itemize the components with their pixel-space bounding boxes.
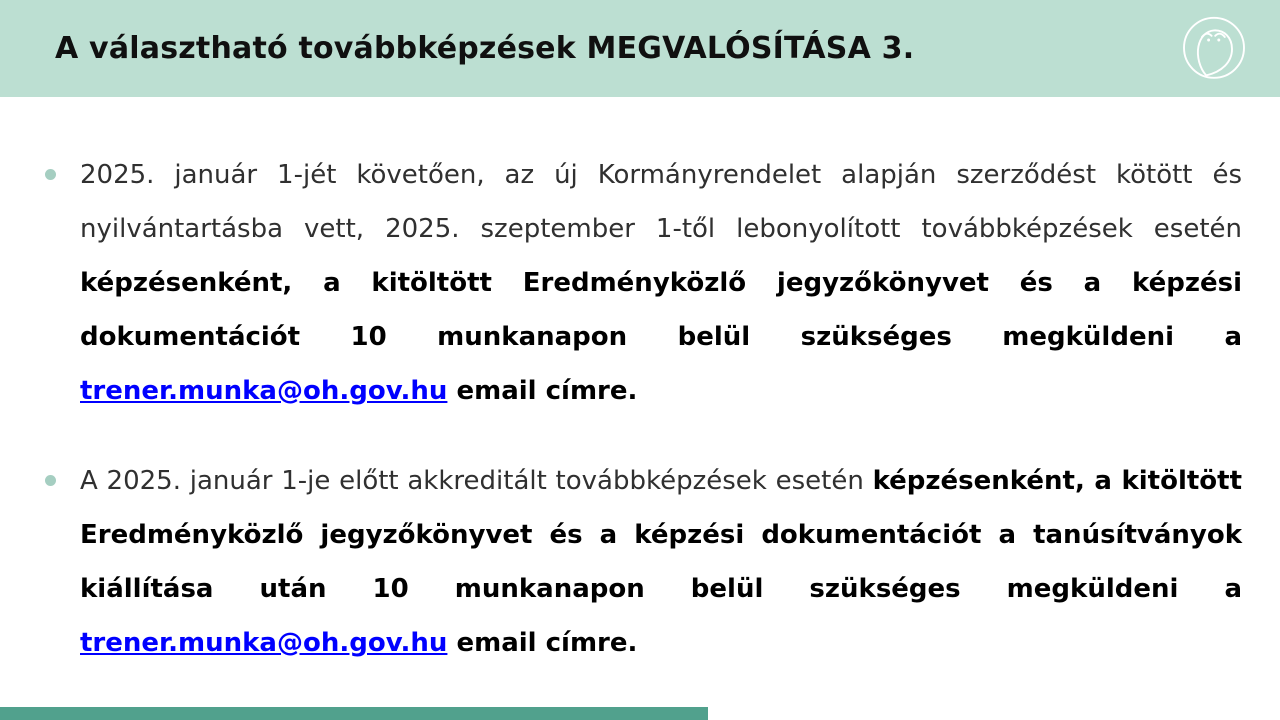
slide-body (0, 97, 1280, 706)
text-run-bold: képzésenként, a kitöltött Eredményközlő jegyzőkönyvet és a képzési dokumentációt a tanúsítványok kiállítása után 10 munkanapon belül szükséges megküldeni a (80, 466, 1243, 604)
owl-logo-icon (1178, 13, 1250, 85)
text-run: A 2025. január 1-je előtt akkreditált továbbképzések esetén (80, 466, 873, 496)
text-run-bold: képzésenként, a kitöltött Eredményközlő jegyzőkönyvet és a képzési dokumentációt 10 munkanapon belül szükséges megküldeni a (80, 268, 1242, 352)
text-run: 2025. január 1-jét követően, az új Kormányrendelet alapján szerződést kötött és nyilvántartásba vett, 2025. szeptember 1-től lebonyolított továbbképzések esetén (80, 160, 1242, 244)
email-link[interactable]: trener.munka@oh.gov.hu (80, 376, 448, 406)
bullet-dot-icon (45, 475, 56, 486)
bullet-item-2 (45, 454, 1242, 670)
slide-title: A választható továbbképzések MEGVALÓSÍTÁSA 3. (55, 31, 915, 66)
paragraph-1 (80, 148, 1242, 418)
bullet-dot-icon (45, 169, 56, 180)
footer-accent-bar (0, 707, 708, 720)
bullet-item-1 (45, 148, 1242, 418)
paragraph-2 (80, 454, 1242, 670)
text-run-bold: email címre. (447, 376, 638, 406)
text-run-bold: email címre. (447, 628, 638, 658)
header-band (0, 0, 1280, 97)
email-link[interactable]: trener.munka@oh.gov.hu (80, 628, 448, 658)
